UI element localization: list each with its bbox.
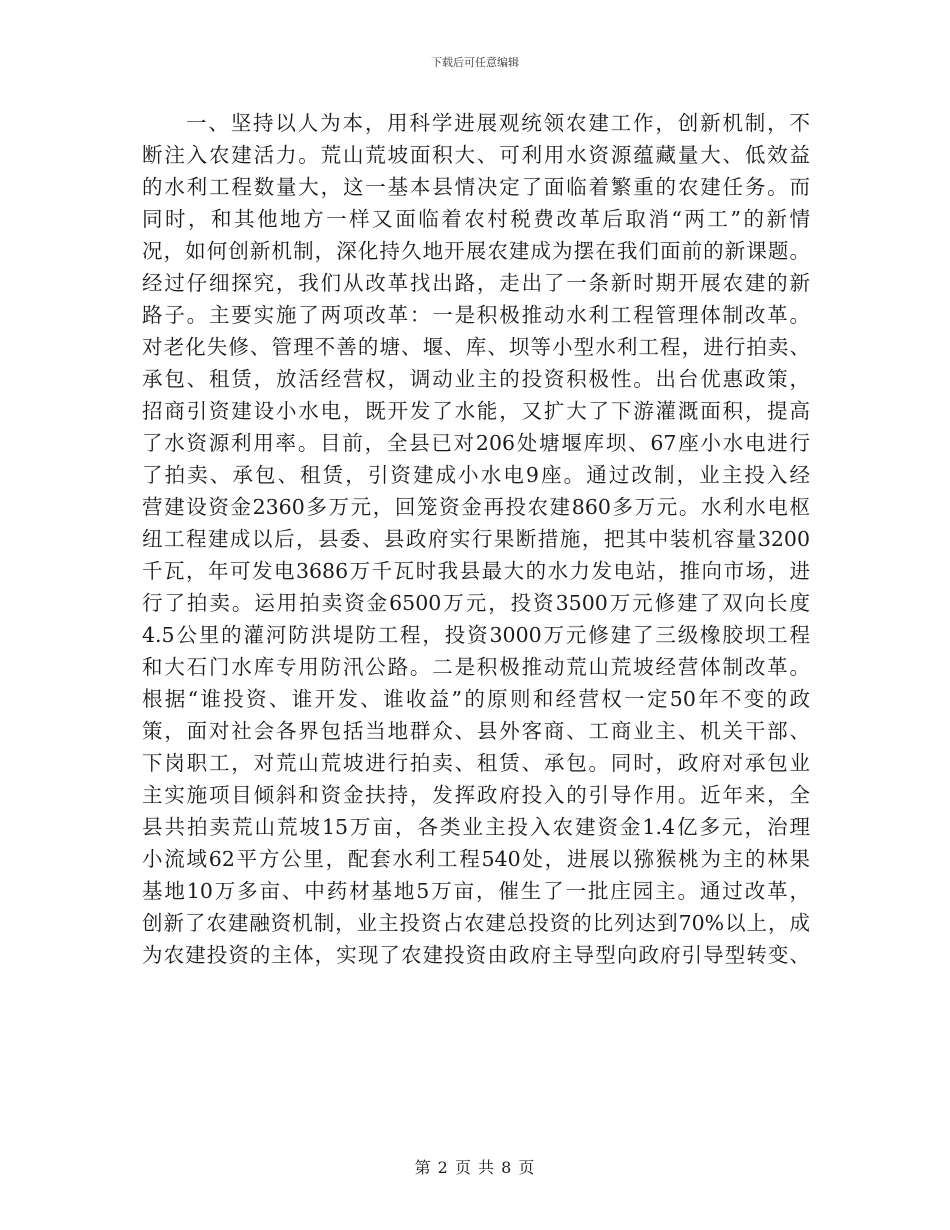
paragraph-line: 同时，和其他地方一样又面临着农村税费改革后取消“两工”的新情: [142, 207, 810, 231]
paragraph-line: 小流域62平方公里，配套水利工程540处，进展以猕猴桃为主的林果: [142, 847, 810, 871]
paragraph-line: 根据“谁投资、谁开发、谁收益”的原则和经营权一定50年不变的政: [142, 687, 810, 711]
paragraph-line: 对老化失修、管理不善的塘、堰、库、坝等小型水利工程，进行拍卖、: [142, 335, 810, 359]
paragraph-line: 营建设资金2360多万元，回笼资金再投农建860多万元。水利水电枢: [142, 495, 810, 519]
document-body: [142, 107, 810, 971]
page-number: 第 2 页 共 8 页: [414, 1158, 536, 1177]
paragraph-line: 基地10万多亩、中药材基地5万亩，催生了一批庄园主。通过改革，: [142, 879, 810, 903]
paragraph-line: 况，如何创新机制，深化持久地开展农建成为摆在我们面前的新课题。: [142, 239, 810, 263]
paragraph-line: 千瓦，年可发电3686万千瓦时我县最大的水力发电站，推向市场，进: [142, 559, 810, 583]
paragraph-line: 路子。主要实施了两项改革：一是积极推动水利工程管理体制改革。: [142, 303, 810, 327]
paragraph-line: 和大石门水库专用防汛公路。二是积极推动荒山荒坡经营体制改革。: [142, 655, 810, 679]
paragraph-line: 断注入农建活力。荒山荒坡面积大、可利用水资源蕴藏量大、低效益: [142, 143, 810, 167]
page-header: 下载后可任意编辑: [431, 56, 519, 69]
paragraph-line: 纽工程建成以后，县委、县政府实行果断措施，把其中装机容量3200: [142, 527, 810, 551]
paragraph-line: 招商引资建设小水电，既开发了水能，又扩大了下游灌溉面积，提高: [142, 399, 810, 423]
paragraph-line: 行了拍卖。运用拍卖资金6500万元，投资3500万元修建了双向长度: [142, 591, 810, 615]
paragraph-line: 的水利工程数量大，这一基本县情决定了面临着繁重的农建任务。而: [142, 175, 810, 199]
paragraph-line: 主实施项目倾斜和资金扶持，发挥政府投入的引导作用。近年来，全: [142, 783, 810, 807]
paragraph-line: 了水资源利用率。目前，全县已对206处塘堰库坝、67座小水电进行: [142, 431, 810, 455]
paragraph-line: 了拍卖、承包、租赁，引资建成小水电9座。通过改制，业主投入经: [142, 463, 810, 487]
paragraph-line: 4.5公里的灌河防洪堤防工程，投资3000万元修建了三级橡胶坝工程: [142, 623, 810, 647]
paragraph-line: 为农建投资的主体，实现了农建投资由政府主导型向政府引导型转变、: [142, 943, 810, 967]
paragraph-line: 创新了农建融资机制，业主投资占农建总投资的比列达到70%以上，成: [142, 911, 810, 935]
paragraph-line: 策，面对社会各界包括当地群众、县外客商、工商业主、机关干部、: [142, 719, 810, 743]
paragraph-line: 经过仔细探究，我们从改革找出路，走出了一条新时期开展农建的新: [142, 271, 810, 295]
paragraph-line: 下岗职工，对荒山荒坡进行拍卖、租赁、承包。同时，政府对承包业: [142, 751, 810, 775]
paragraph-line: 承包、租赁，放活经营权，调动业主的投资积极性。出台优惠政策，: [142, 367, 810, 391]
paragraph-line: 县共拍卖荒山荒坡15万亩，各类业主投入农建资金1.4亿多元，治理: [142, 815, 810, 839]
paragraph-line: 一、坚持以人为本，用科学进展观统领农建工作，创新机制，不: [186, 111, 810, 135]
